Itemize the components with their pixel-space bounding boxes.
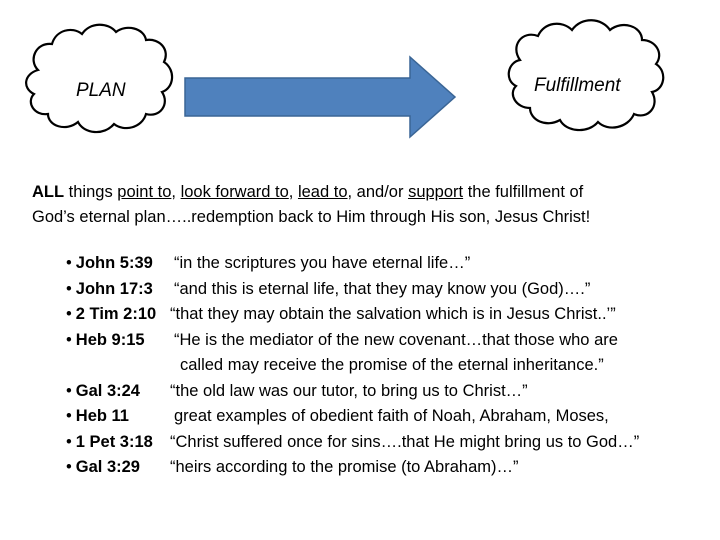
scripture-reference: • Gal 3:24 [66,379,140,405]
scripture-quote: “in the scriptures you have eternal life…” [174,254,471,272]
list-item [66,430,706,456]
scripture-quote: great examples of obedient faith of Noah, Abraham, Moses, [174,407,609,425]
scripture-reference: • John 5:39 [66,251,153,277]
scripture-reference: • Heb 11 [66,404,129,430]
intro-line-2: God’s eternal plan…..redemption back to Him through His son, Jesus Christ! [32,208,591,226]
intro-text: the fulfillment of [463,183,584,201]
plan-fulfillment-diagram [0,0,720,170]
scripture-reference: • Gal 3:29 [66,455,140,481]
scripture-quote: “He is the mediator of the new covenant…that those who are [174,330,618,349]
right-arrow-icon [185,57,455,137]
intro-text: , [288,183,298,201]
list-item [66,277,706,303]
scripture-reference: • John 17:3 [66,277,153,303]
scripture-quote: “that they may obtain the salvation which is in Jesus Christ..’” [170,305,616,323]
plan-cloud [26,25,172,132]
intro-underlined: lead to [297,183,348,201]
scripture-reference: • Heb 9:15 [66,328,145,354]
list-item [66,379,706,405]
scripture-quote: “and this is eternal life, that they may know you (God)….” [174,279,591,298]
intro-bold-lead: ALL [32,183,65,201]
list-item [66,302,706,328]
scripture-quote: “the old law was our tutor, to bring us to Christ…” [170,381,528,400]
list-item [66,328,706,354]
fulfillment-label: Fulfillment [534,75,621,96]
list-item [66,404,706,430]
intro-text: , and/or [347,183,409,201]
scripture-quote: “Christ suffered once for sins….that He might bring us to God…” [170,432,640,451]
list-item-continuation [66,353,706,379]
intro-text: , [171,183,181,201]
intro-underlined: support [408,183,464,201]
scripture-reference: • 1 Pet 3:18 [66,430,153,456]
scripture-reference: • 2 Tim 2:10 [66,302,156,328]
intro-paragraph [32,180,692,230]
list-item [66,455,706,481]
plan-label: PLAN [76,80,126,101]
intro-underlined: point to [117,183,172,201]
list-item [66,251,706,277]
scripture-quote: “heirs according to the promise (to Abraham)…” [170,458,519,476]
intro-underlined: look forward to [180,183,289,201]
intro-line-1 [32,180,692,205]
intro-text: things [64,183,118,201]
scripture-list [66,251,706,481]
scripture-quote-continuation: called may receive the promise of the eternal inheritance.” [180,356,604,374]
